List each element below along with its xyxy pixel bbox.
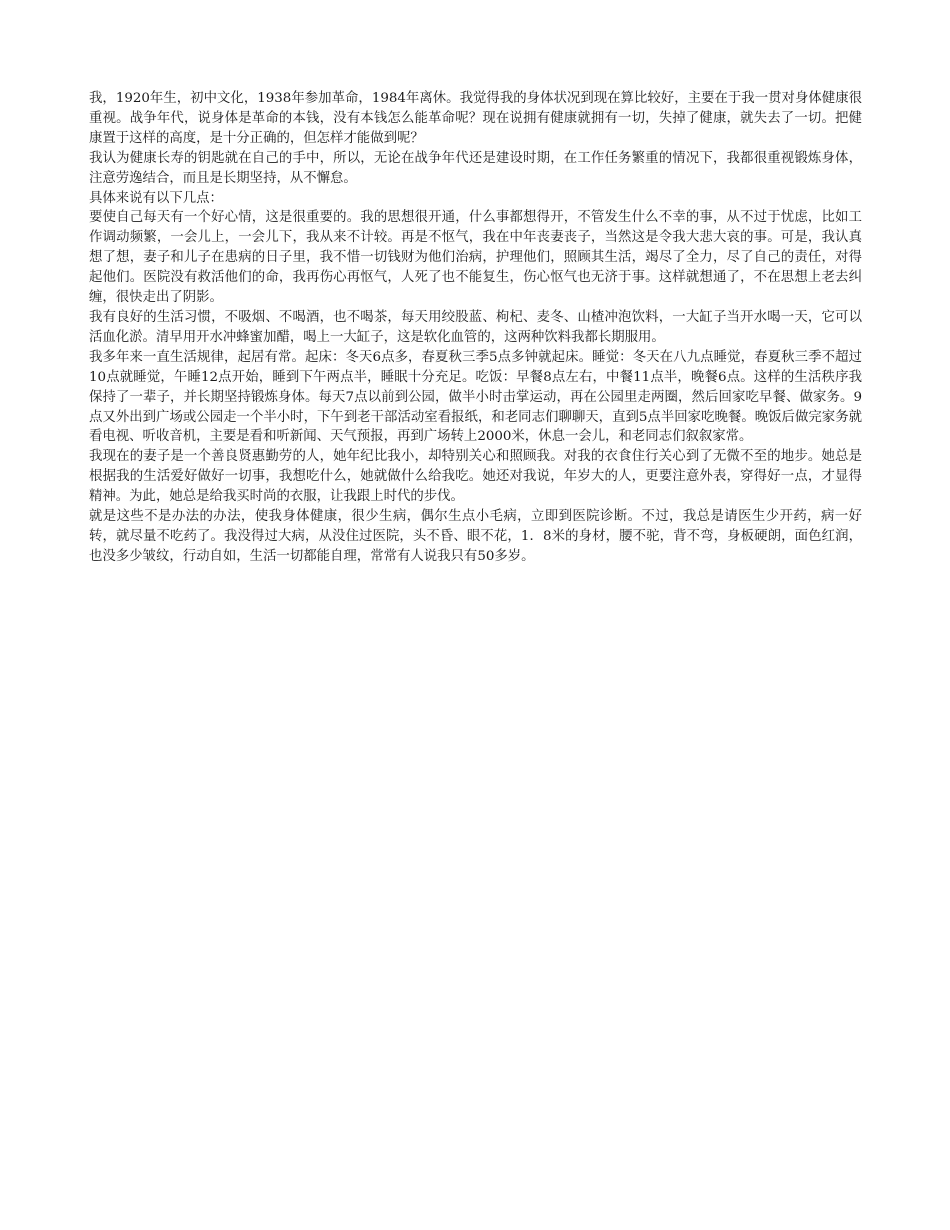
paragraph-health-key: 我认为健康长寿的钥匙就在自己的手中，所以，无论在战争年代还是建设时期，在工作任务繁重的情况下，我都很重视锻炼身体，注意劳逸结合，而且是长期坚持，从不懈怠。 xyxy=(89,150,862,186)
paragraph-good-mood: 要使自己每天有一个好心情，这是很重要的。我的思想很开通，什么事都想得开，不管发生什么不幸的事，从不过于忧虑，比如工作调动频繁，一会儿上，一会儿下，我从来不计较。再是不怄气，我在中年丧妻丧子，当然这是令我大悲大哀的事。可是，我认真想了想，妻子和儿子在患病的日子里，我不惜一切钱财为他们治病，护理他们，照顾其生活，竭尽了全力，尽了自己的责任，对得起他们。医院没有救活他们的命，我再伤心再怄气，人死了也不能复生，伤心怄气也无济于事。这样就想通了，不在思想上老去纠缠，很快走出了阴影。 xyxy=(89,210,862,306)
paragraph-intro: 我，1920年生，初中文化，1938年参加革命，1984年离休。我觉得我的身体状况到现在算比较好，主要在于我一贯对身体健康很重视。战争年代，说身体是革命的本钱，没有本钱怎么能革命呢？现在说拥有健康就拥有一切，失掉了健康，就失去了一切。把健康置于这样的高度，是十分正确的，但怎样才能做到呢？ xyxy=(89,91,862,146)
paragraph-routine: 我多年来一直生活规律，起居有常。起床：冬天6点多，春夏秋三季5点多钟就起床。睡觉：冬天在八九点睡觉，春夏秋三季不超过10点就睡觉，午睡12点开始，睡到下午两点半，睡眠十分充足。吃饭：早餐8点左右，中餐11点半，晚餐6点。这样的生活秩序我保持了一辈子，并长期坚持锻炼身体。每天7点以前到公园，做半小时击掌运动，再在公园里走两圈，然后回家吃早餐、做家务。9点又外出到广场或公园走一个半小时，下午到老干部活动室看报纸，和老同志们聊聊天，直到5点半回家吃晚餐。晚饭后做完家务就看电视、听收音机，主要是看和听新闻、天气预报，再到广场转上2000米，休息一会儿，和老同志们叙叙家常。 xyxy=(89,349,862,445)
paragraph-wife: 我现在的妻子是一个善良贤惠勤劳的人，她年纪比我小，却特别关心和照顾我。对我的衣食住行关心到了无微不至的地步。她总是根据我的生活爱好做好一切事，我想吃什么，她就做什么给我吃。她还对我说，年岁大的人，更要注意外表，穿得好一点，才显得精神。为此，她总是给我买时尚的衣服，让我跟上时代的步伐。 xyxy=(89,449,862,505)
paragraph-points-heading: 具体来说有以下几点： xyxy=(89,190,223,206)
paragraph-habits: 我有良好的生活习惯，不吸烟、不喝酒，也不喝茶，每天用绞股蓝、枸杞、麦冬、山楂冲泡饮料，一大缸子当开水喝一天，它可以活血化淤。清早用开水冲蜂蜜加醋，喝上一大缸子，这是软化血管的，这两种饮料我都长期服用。 xyxy=(89,309,862,345)
document-body xyxy=(89,89,862,567)
paragraph-conclusion: 就是这些不是办法的办法，使我身体健康，很少生病，偶尔生点小毛病，立即到医院诊断。不过，我总是请医生少开药，病一好转，就尽量不吃药了。我没得过大病，从没住过医院，头不昏、眼不花，1．8米的身材，腰不驼，背不弯，身板硬朗，面色红润，也没多少皱纹，行动自如，生活一切都能自理，常常有人说我只有50多岁。 xyxy=(89,509,862,564)
